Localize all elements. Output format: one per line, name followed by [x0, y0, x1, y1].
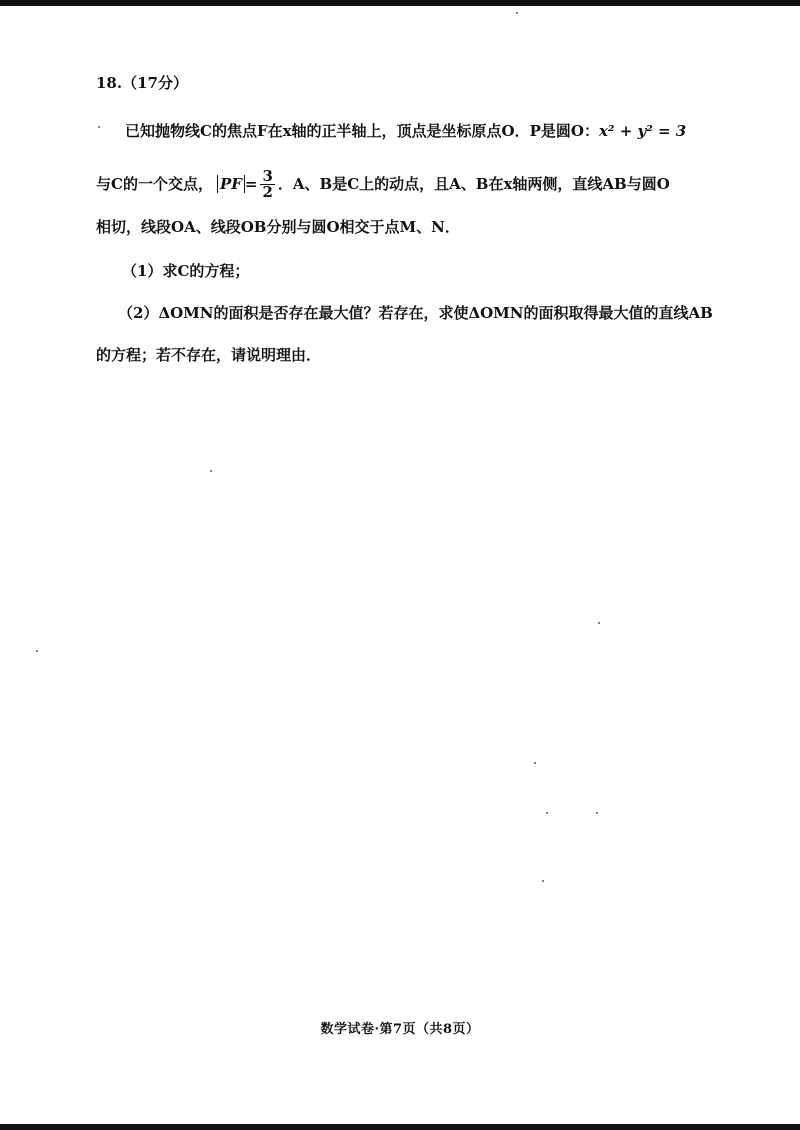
- part-1-label: （1）: [122, 262, 163, 280]
- fraction-numerator: 3: [262, 166, 273, 185]
- question-number: 18.（17分）: [96, 74, 188, 92]
- stem-line-2-suffix: ．A、B是C上的动点，且A、B在x轴两侧，直线AB与圆O: [277, 175, 670, 193]
- abs-pf: PF: [217, 175, 245, 193]
- scan-speck: [596, 812, 598, 814]
- part-2: [96, 304, 736, 326]
- part-2-label: （2）: [118, 304, 159, 322]
- stem-line-2-prefix: 与C的一个交点，: [96, 175, 213, 193]
- scan-speck: [542, 880, 544, 882]
- page-footer: 数学试卷·第7页（共8页）: [320, 1022, 480, 1037]
- scan-speck: [210, 470, 212, 472]
- stem-line-2: [96, 166, 736, 201]
- scan-speck: [546, 812, 548, 814]
- circle-equation: x² + y² = 3: [598, 122, 687, 140]
- scan-speck: [516, 12, 518, 14]
- question-block: [96, 74, 736, 368]
- stem-line-3: 相切，线段OA、线段OB分别与圆O相交于点M、N．: [96, 218, 460, 236]
- part-1: [96, 262, 736, 284]
- scan-speck: [36, 650, 38, 652]
- part-2-text: ΔOMN的面积是否存在最大值？若存在，求使ΔOMN的面积取得最大值的直线AB: [158, 304, 713, 322]
- scan-top-edge: [0, 0, 800, 6]
- equals-sign: =: [244, 175, 258, 193]
- stem-line-1-text: 已知抛物线C的焦点F在x轴的正半轴上，顶点是坐标原点O．P是圆O：: [125, 122, 599, 140]
- part-1-text: 求C的方程；: [162, 262, 250, 280]
- question-stem: [96, 122, 736, 240]
- scan-bottom-edge: [0, 1124, 800, 1130]
- scan-speck: [98, 126, 100, 128]
- fraction-three-halves: [260, 166, 274, 201]
- part-2-continuation: 的方程；若不存在，请说明理由．: [96, 346, 322, 364]
- scan-speck: [534, 762, 536, 764]
- stem-line-1: [96, 122, 736, 144]
- scan-speck: [598, 622, 600, 624]
- fraction-denominator: 2: [262, 182, 273, 201]
